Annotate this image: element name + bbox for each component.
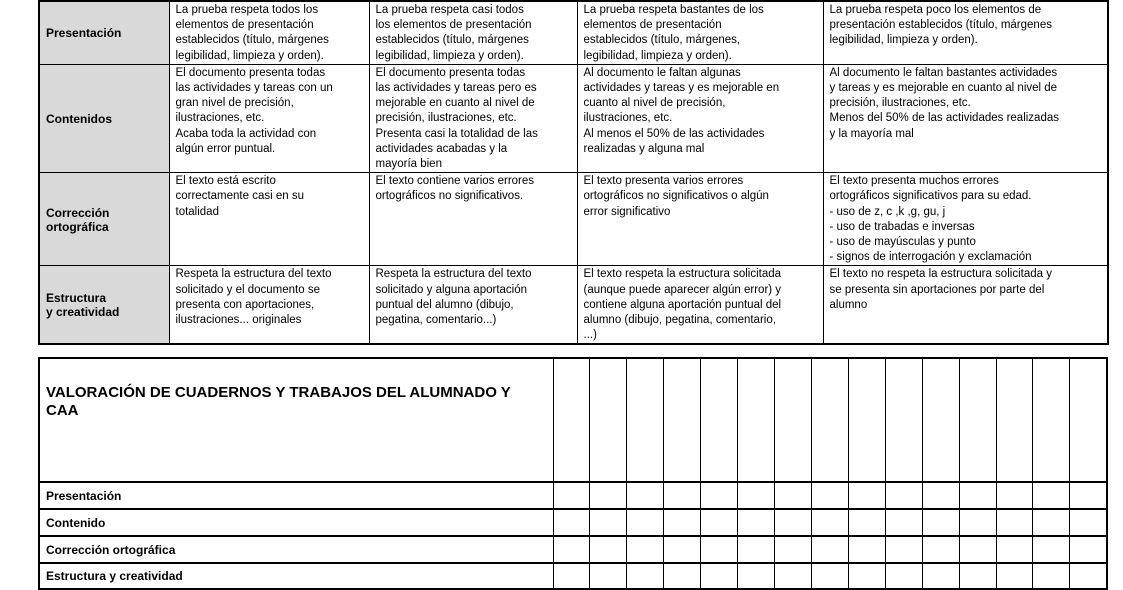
grid-cell[interactable] [701, 536, 738, 563]
cell-line: precisión, ilustraciones, etc. [375, 112, 517, 125]
cell-line: error significativo [583, 205, 671, 218]
grid-cell[interactable] [922, 509, 959, 536]
cell-line: El documento presenta todas [175, 66, 326, 79]
cell-line: legibilidad, limpieza y orden). [829, 34, 978, 47]
grid-cell[interactable] [811, 482, 848, 509]
grid-cell[interactable] [701, 482, 738, 509]
grid-cell[interactable] [885, 358, 922, 482]
cell-line: elementos de presentación [175, 19, 314, 32]
cell-line: correctamente casi en su [175, 190, 304, 203]
rubric-cell [369, 266, 577, 345]
assessment-header-row [39, 358, 1107, 482]
criterion-line: Estructura [46, 291, 107, 306]
grid-cell[interactable] [885, 509, 922, 536]
cell-line: Al menos el 50% de las actividades [583, 127, 765, 140]
grid-cell[interactable] [1033, 536, 1070, 563]
cell-line: Respeta la estructura del texto [175, 268, 332, 281]
cell-line: El texto contiene varios errores [375, 175, 535, 188]
assessment-table [38, 357, 1108, 590]
cell-line: pegatina, comentario...) [375, 314, 497, 327]
rubric-row-contenidos [39, 64, 1108, 172]
cell-line: ortográficos no significativos. [375, 190, 524, 203]
grid-cell[interactable] [922, 358, 959, 482]
grid-cell[interactable] [1070, 509, 1107, 536]
grid-cell[interactable] [996, 482, 1033, 509]
grid-cell[interactable] [553, 358, 590, 482]
grid-cell[interactable] [996, 536, 1033, 563]
grid-cell[interactable] [738, 563, 775, 589]
cell-line: alumno (dibujo, pegatina, comentario, [583, 314, 776, 327]
rubric-cell [577, 173, 823, 266]
grid-cell[interactable] [1033, 563, 1070, 589]
grid-cell[interactable] [1070, 563, 1107, 589]
rubric-cell [577, 64, 823, 172]
cell-line: La prueba respeta poco los elementos de [829, 4, 1042, 16]
grid-cell[interactable] [553, 536, 590, 563]
assessment-label: Corrección ortográfica [39, 536, 553, 563]
rubric-cell [823, 173, 1108, 266]
cell-line: ilustraciones, etc. [583, 112, 673, 125]
cell-line: precisión, ilustraciones, etc. [829, 97, 971, 110]
cell-line: La prueba respeta casi todos [375, 4, 524, 16]
rubric-table [38, 0, 1109, 345]
cell-line: solicitado y alguna aportación [375, 283, 528, 296]
cell-line: - signos de interrogación y exclamación [829, 251, 1032, 264]
rubric-row-presentacion [39, 1, 1108, 64]
cell-line: La prueba respeta bastantes de los [583, 4, 764, 16]
assessment-label: Contenido [39, 509, 553, 536]
grid-cell[interactable] [1070, 482, 1107, 509]
rubric-cell [577, 266, 823, 345]
grid-cell[interactable] [738, 482, 775, 509]
cell-line: solicitado y el documento se [175, 283, 320, 296]
cell-line: actividades y tareas y es mejorable en [583, 82, 780, 95]
cell-line: (aunque puede aparecer algún error) y [583, 283, 782, 296]
grid-cell[interactable] [775, 536, 812, 563]
cell-line: puntual del alumno (dibujo, [375, 298, 514, 311]
grid-cell[interactable] [959, 563, 996, 589]
cell-line: contiene alguna aportación puntual del [583, 298, 782, 311]
grid-cell[interactable] [664, 536, 701, 563]
rubric-cell [169, 173, 369, 266]
cell-line: presentación establecidos (título, márgenes [829, 19, 1052, 32]
grid-cell[interactable] [811, 563, 848, 589]
cell-line: El texto presenta varios errores [583, 175, 744, 188]
rubric-row-correccion [39, 173, 1108, 266]
grid-cell[interactable] [627, 482, 664, 509]
cell-line: mayoría bien [375, 158, 442, 171]
grid-cell[interactable] [811, 358, 848, 482]
criterion-line: Corrección [46, 205, 110, 220]
cell-line: algún error puntual. [175, 142, 276, 155]
cell-line: ilustraciones, etc. [175, 112, 265, 125]
grid-cell[interactable] [996, 563, 1033, 589]
cell-line: establecidos (título, márgenes, [583, 34, 741, 47]
grid-cell[interactable] [1033, 358, 1070, 482]
criterion-presentacion: Presentación [39, 1, 169, 64]
cell-line: - uso de z, c ,k ,g, gu, j [829, 205, 946, 218]
grid-cell[interactable] [590, 358, 627, 482]
grid-cell[interactable] [775, 563, 812, 589]
grid-cell[interactable] [590, 509, 627, 536]
cell-line: presenta con aportaciones, [175, 298, 315, 311]
cell-line: las actividades y tareas con un [175, 82, 333, 95]
grid-cell[interactable] [1033, 509, 1070, 536]
grid-cell[interactable] [922, 563, 959, 589]
grid-cell[interactable] [848, 509, 885, 536]
cell-line: las actividades y tareas pero es [375, 82, 537, 95]
rubric-cell [577, 1, 823, 64]
grid-cell[interactable] [959, 509, 996, 536]
rubric-cell [169, 266, 369, 345]
grid-cell[interactable] [848, 536, 885, 563]
criterion-line: y creatividad [46, 305, 120, 320]
rubric-cell [369, 1, 577, 64]
cell-line: legibilidad, limpieza y orden). [375, 49, 524, 62]
assessment-row-presentacion [39, 482, 1107, 509]
criterion-contenidos: Contenidos [39, 64, 169, 172]
grid-cell[interactable] [848, 563, 885, 589]
grid-cell[interactable] [590, 536, 627, 563]
grid-cell[interactable] [922, 536, 959, 563]
rubric-cell [169, 64, 369, 172]
cell-line: ilustraciones... originales [175, 314, 302, 327]
cell-line: establecidos (título, márgenes [175, 34, 329, 47]
grid-cell[interactable] [848, 358, 885, 482]
grid-cell[interactable] [627, 509, 664, 536]
grid-cell[interactable] [664, 482, 701, 509]
grid-cell[interactable] [701, 563, 738, 589]
rubric-cell [823, 266, 1108, 345]
cell-line: los elementos de presentación [375, 19, 532, 32]
cell-line: alumno [829, 298, 868, 311]
grid-cell[interactable] [738, 536, 775, 563]
cell-line: totalidad [175, 205, 219, 218]
grid-cell[interactable] [701, 509, 738, 536]
grid-cell[interactable] [1070, 536, 1107, 563]
rubric-cell [823, 1, 1108, 64]
grid-cell[interactable] [701, 358, 738, 482]
grid-cell[interactable] [590, 563, 627, 589]
cell-line: legibilidad, limpieza y orden). [583, 49, 732, 62]
grid-cell[interactable] [959, 482, 996, 509]
cell-line: actividades acabadas y la [375, 142, 508, 155]
cell-line: Acaba toda la actividad con [175, 127, 317, 140]
grid-cell[interactable] [811, 536, 848, 563]
cell-line: realizadas y alguna mal [583, 142, 705, 155]
cell-line: ortográficos significativos para su edad. [829, 190, 1032, 203]
rubric-row-estructura [39, 266, 1108, 345]
grid-cell[interactable] [885, 482, 922, 509]
grid-cell[interactable] [775, 482, 812, 509]
grid-cell[interactable] [590, 482, 627, 509]
grid-cell[interactable] [627, 358, 664, 482]
grid-cell[interactable] [664, 358, 701, 482]
cell-line: Respeta la estructura del texto [375, 268, 532, 281]
cell-line: gran nivel de precisión, [175, 97, 294, 110]
cell-line: El texto presenta muchos errores [829, 175, 999, 188]
grid-cell[interactable] [811, 509, 848, 536]
cell-line: El documento presenta todas [375, 66, 526, 79]
criterion-line: ortográfica [46, 219, 109, 234]
rubric-cell [369, 64, 577, 172]
grid-cell[interactable] [738, 509, 775, 536]
cell-line: se presenta sin aportaciones por parte del [829, 283, 1045, 296]
cell-line: legibilidad, limpieza y orden). [175, 49, 324, 62]
rubric-cell [169, 1, 369, 64]
grid-cell[interactable] [775, 509, 812, 536]
assessment-row-estructura [39, 563, 1107, 589]
cell-line: El texto no respeta la estructura solicitada y [829, 268, 1052, 281]
grid-cell[interactable] [627, 536, 664, 563]
rubric-cell [823, 64, 1108, 172]
grid-cell[interactable] [959, 358, 996, 482]
cell-line: cuanto al nivel de precisión, [583, 97, 726, 110]
criterion-correccion-ortografica [39, 173, 169, 266]
grid-cell[interactable] [959, 536, 996, 563]
grid-cell[interactable] [775, 358, 812, 482]
assessment-row-correccion [39, 536, 1107, 563]
grid-cell[interactable] [664, 509, 701, 536]
grid-cell[interactable] [1033, 482, 1070, 509]
grid-cell[interactable] [553, 509, 590, 536]
cell-line: La prueba respeta todos los [175, 4, 319, 16]
cell-line: y la mayoría mal [829, 127, 914, 140]
grid-cell[interactable] [885, 563, 922, 589]
cell-line: y tareas y es mejorable en cuanto al nivel de [829, 82, 1058, 95]
cell-line: Al documento le faltan bastantes actividades [829, 66, 1058, 79]
grid-cell[interactable] [922, 482, 959, 509]
assessment-label: Presentación [39, 482, 553, 509]
cell-line: - uso de mayúsculas y punto [829, 236, 976, 249]
cell-line: establecidos (título, márgenes [375, 34, 529, 47]
cell-line: El texto respeta la estructura solicitada [583, 268, 782, 281]
grid-cell[interactable] [996, 358, 1033, 482]
cell-line: - uso de trabadas e inversas [829, 220, 975, 233]
cell-line: Presenta casi la totalidad de las [375, 127, 538, 140]
grid-cell[interactable] [553, 563, 590, 589]
assessment-row-contenido [39, 509, 1107, 536]
grid-cell[interactable] [664, 563, 701, 589]
cell-line: mejorable en cuanto al nivel de [375, 97, 535, 110]
cell-line: Al documento le faltan algunas [583, 66, 741, 79]
cell-line: elementos de presentación [583, 19, 722, 32]
rubric-cell [369, 173, 577, 266]
cell-line: Menos del 50% de las actividades realizadas [829, 112, 1059, 125]
criterion-estructura-creatividad [39, 266, 169, 345]
grid-cell[interactable] [996, 509, 1033, 536]
grid-cell[interactable] [848, 482, 885, 509]
grid-cell[interactable] [885, 536, 922, 563]
grid-cell[interactable] [553, 482, 590, 509]
cell-line: El texto está escrito [175, 175, 276, 188]
cell-line: ...) [583, 329, 597, 342]
grid-cell[interactable] [738, 358, 775, 482]
assessment-title: VALORACIÓN DE CUADERNOS Y TRABAJOS DEL ALUMNADO Y CAA [39, 358, 553, 482]
grid-cell[interactable] [1070, 358, 1107, 482]
assessment-label: Estructura y creatividad [39, 563, 553, 589]
cell-line: ortográficos no significativos o algún [583, 190, 769, 203]
grid-cell[interactable] [627, 563, 664, 589]
